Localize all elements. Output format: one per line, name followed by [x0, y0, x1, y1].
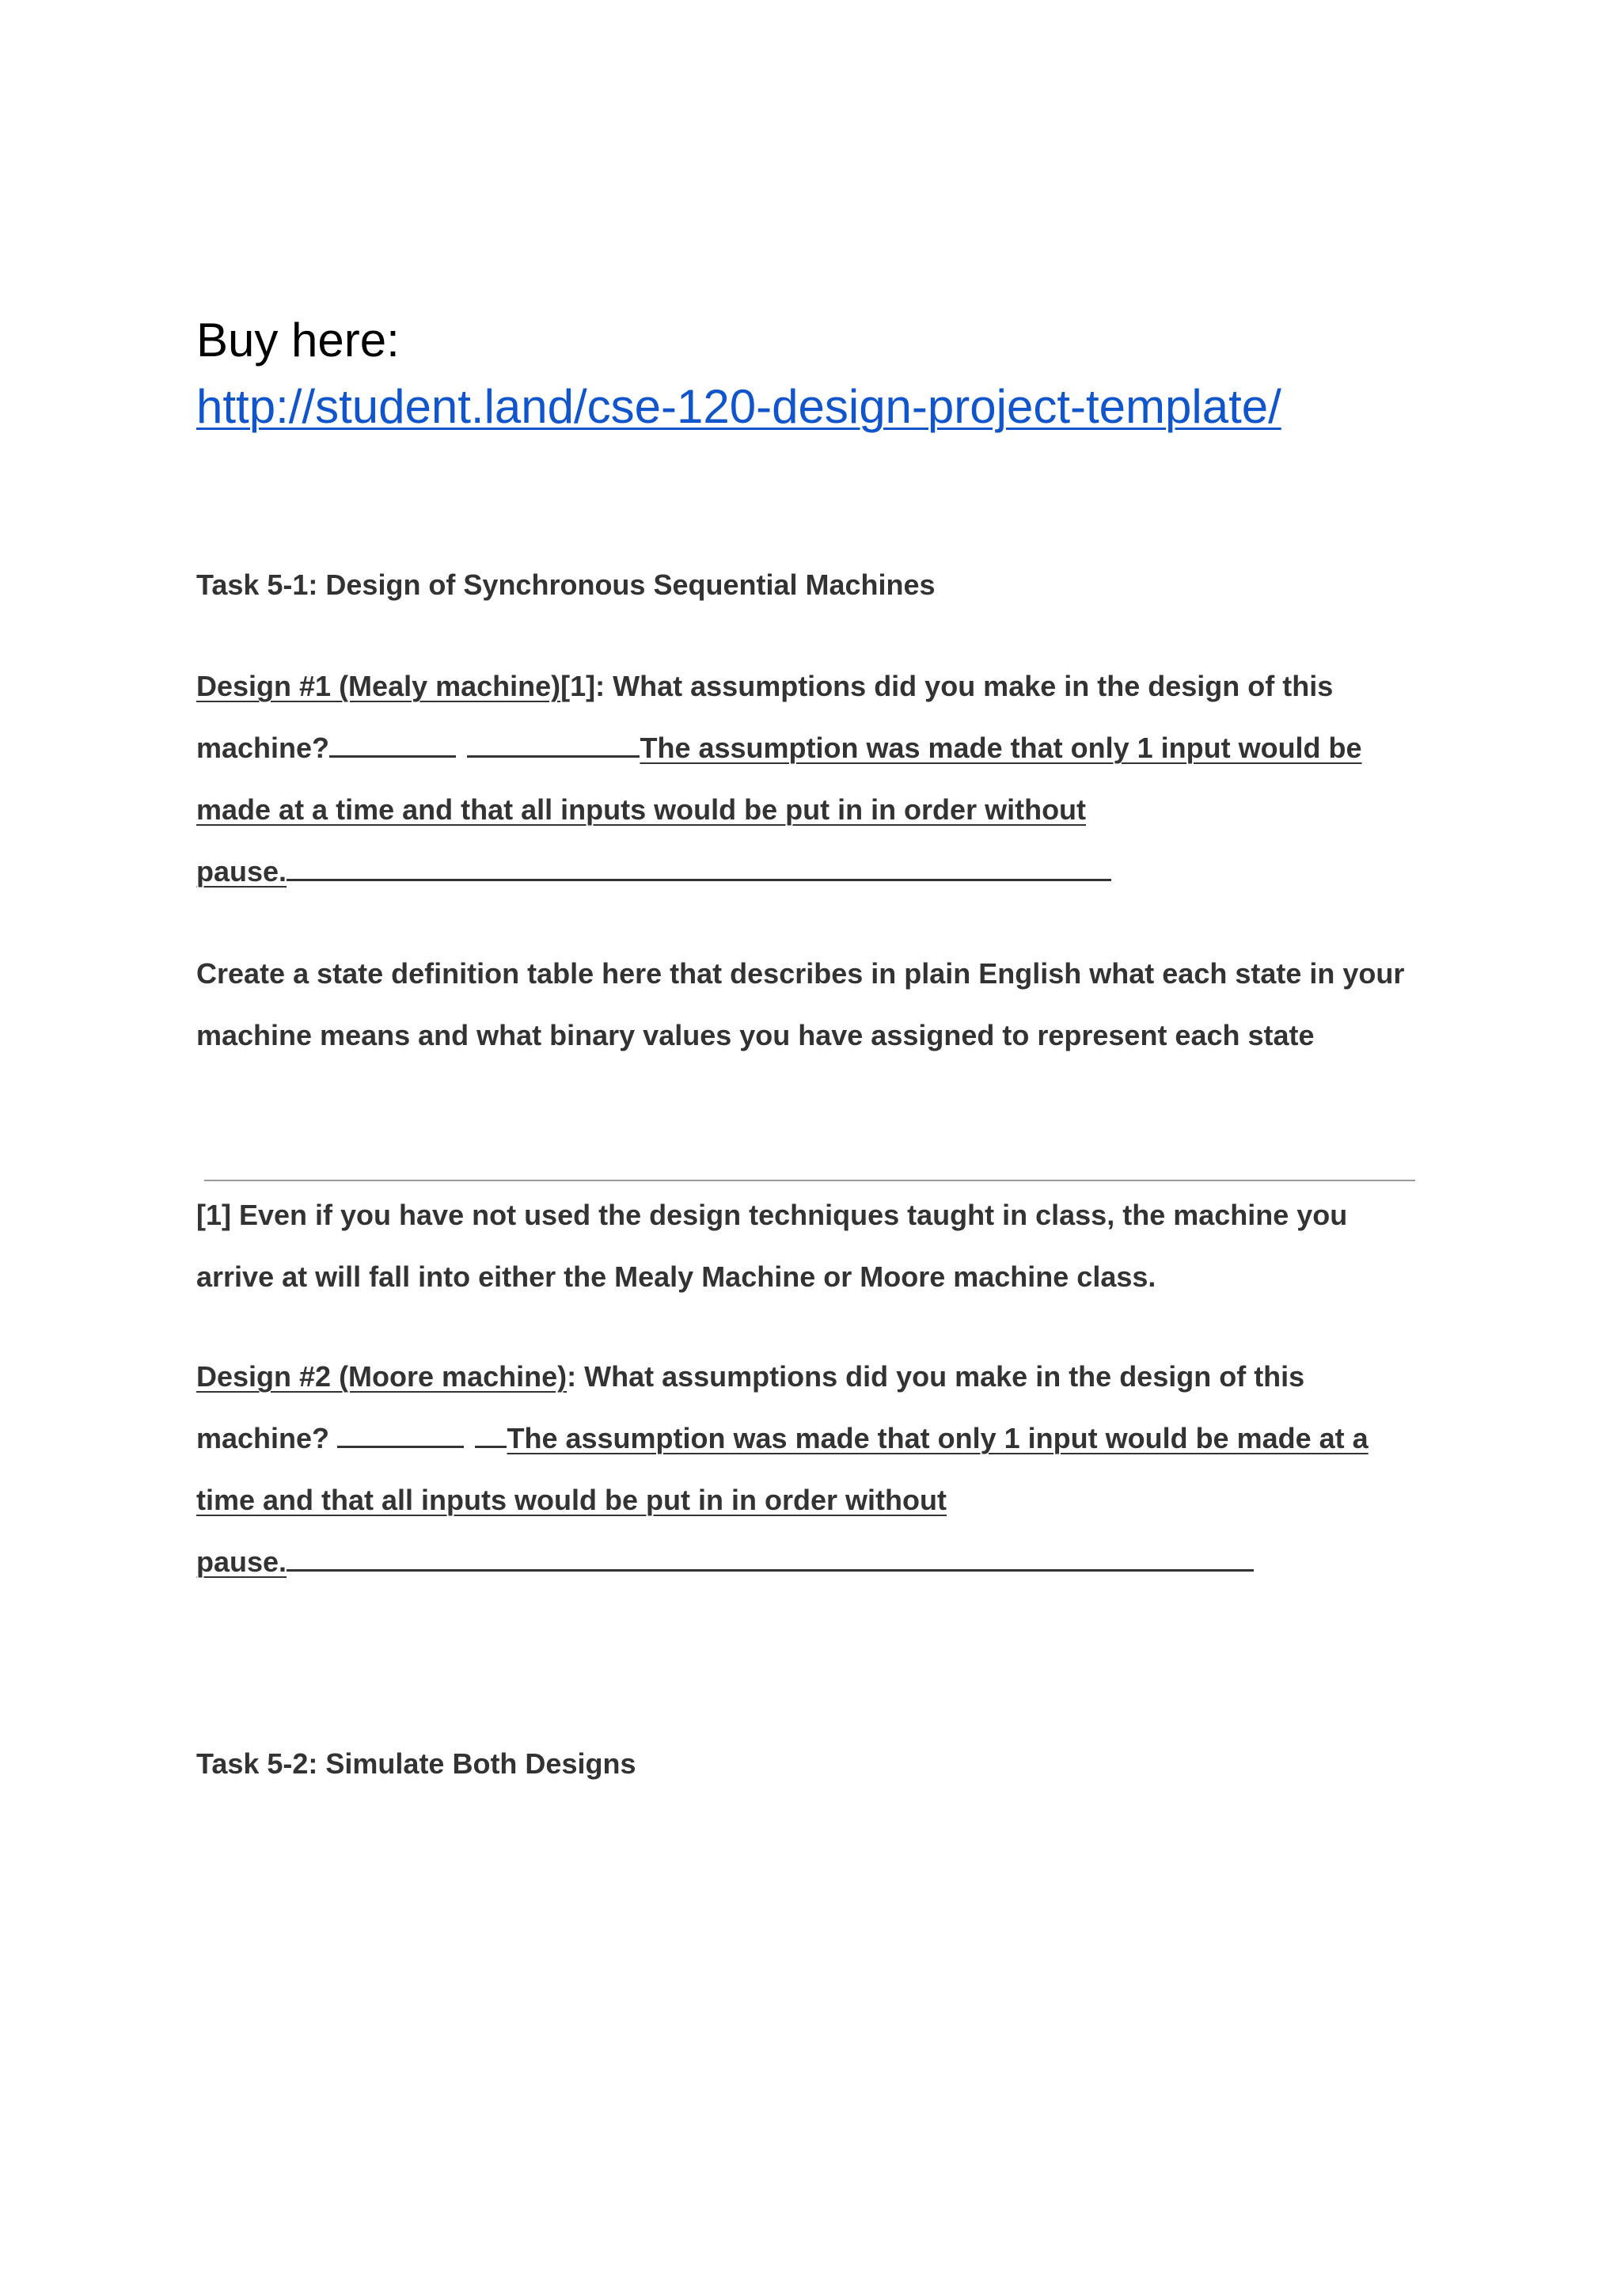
design1-blank-2: [467, 730, 640, 758]
design2-answer-line-4: [196, 1531, 1463, 1593]
buy-link[interactable]: http://student.land/cse-120-design-project-template/: [196, 380, 1281, 433]
footnote-ref[interactable]: [1]: [560, 670, 596, 702]
design2-answer-part-1: The assumption was made that only 1 input would be made at a: [507, 1422, 1369, 1454]
design1-heading: Design #1 (Mealy machine): [196, 670, 561, 702]
state-table-line-2: machine means and what binary values you have assigned to represent each state: [196, 1019, 1315, 1051]
design1-question: : What assumptions did you make in the design of this: [595, 670, 1334, 702]
design2-heading: Design #2 (Moore machine): [196, 1360, 568, 1393]
design2-answer-line-3: [196, 1469, 1463, 1531]
footnote-divider: [204, 1180, 1415, 1181]
state-table-line-1: Create a state definition table here that describes in plain English what each state in your: [196, 957, 1405, 990]
design2-blank-1: [337, 1420, 464, 1448]
buy-section: [196, 307, 1281, 440]
design2-machine-label: machine?: [196, 1422, 338, 1454]
design2-answer-part-3: pause.: [196, 1545, 287, 1578]
footnote-line-2: arrive at will fall into either the Mealy Machine or Moore machine class.: [196, 1260, 1156, 1293]
design1-answer-part-1: The assumption was made that only 1 input would be: [640, 732, 1362, 764]
design1-answer-line-4: [196, 841, 1463, 903]
design1-answer-part-3: pause.: [196, 855, 287, 888]
design1-section: [196, 656, 1463, 903]
footnote: [196, 1184, 1463, 1308]
design2-section: [196, 1346, 1463, 1593]
design1-answer-line-2: [196, 717, 1463, 779]
design1-answer-line-3: [196, 779, 1463, 841]
design1-blank-1: [329, 730, 456, 758]
design1-machine-label: machine?: [196, 732, 330, 764]
task1-title: Task 5-1: Design of Synchronous Sequential Machines: [196, 568, 936, 601]
design2-answer-blank: [287, 1544, 1254, 1572]
design2-blank-2: [475, 1420, 507, 1448]
design2-answer-part-2: time and that all inputs would be put in in order without: [196, 1484, 947, 1516]
design2-answer-line-2: [196, 1408, 1463, 1469]
buy-label: Buy here:: [196, 314, 400, 367]
design1-answer-part-2: made at a time and that all inputs would be put in in order without: [196, 793, 1087, 826]
design2-question-line: [196, 1346, 1463, 1408]
footnote-line-1: [1] Even if you have not used the design techniques taught in class, the machine you: [196, 1199, 1348, 1231]
task2-title: Task 5-2: Simulate Both Designs: [196, 1747, 636, 1780]
design2-question: : What assumptions did you make in the design of this: [567, 1360, 1305, 1393]
design1-question-line: [196, 656, 1463, 717]
design1-answer-blank: [287, 853, 1111, 881]
state-table-instructions: [196, 943, 1463, 1066]
